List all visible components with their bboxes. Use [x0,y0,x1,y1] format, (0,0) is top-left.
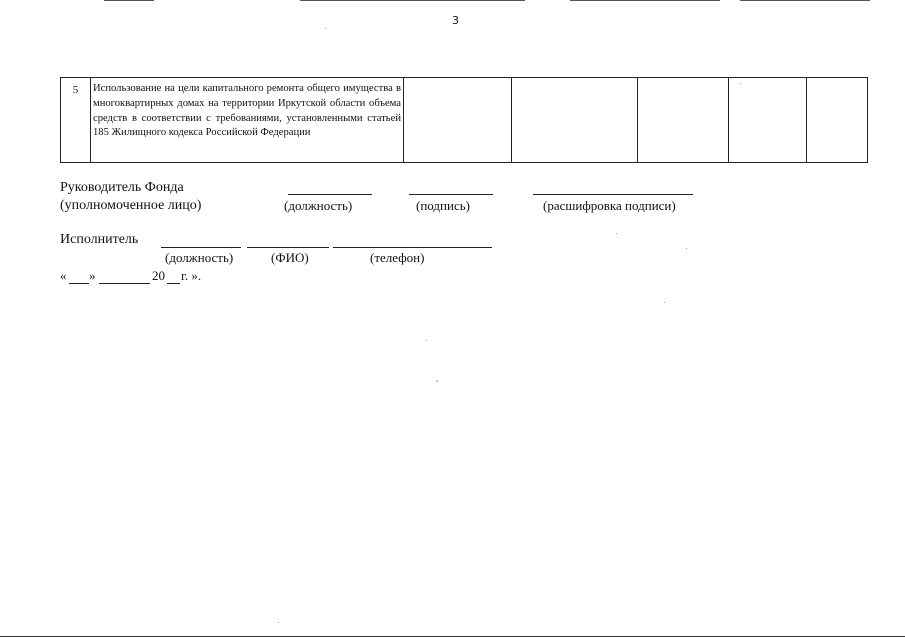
executor-name-line [247,247,329,248]
date-year-suffix: г. ». [181,268,202,283]
date-day-line [69,283,89,284]
date-year-line [167,283,180,284]
scan-artifact-top-line [104,0,154,1]
head-position-label: (должность) [284,198,353,213]
head-subtitle: (уполномоченное лицо) [60,198,202,213]
table-cell [512,78,638,163]
scan-speck [686,248,687,249]
scan-artifact-bottom-line [0,636,905,637]
head-title: Руководитель Фонда [60,180,184,195]
row-number: 5 [61,78,91,163]
table-cell [729,78,807,163]
date-year-prefix: 20 [152,268,165,283]
head-position-line [288,194,372,195]
executor-position-label: (должность) [165,250,234,265]
executor-name-label: (ФИО) [271,250,309,265]
scan-speck [664,302,665,303]
scan-speck [426,340,427,341]
page-number: 3 [452,14,459,27]
table-cell [807,78,868,163]
executor-phone-line [333,247,492,248]
scan-speck [616,233,617,234]
scan-artifact-top-line [740,0,870,1]
executor-position-line [161,247,241,248]
scan-speck [740,83,741,84]
table-cell [404,78,512,163]
head-decoding-line [533,194,693,195]
date-close-quote: » [89,268,96,283]
scan-artifact-top-line [300,0,525,1]
scan-artifact-top-line [570,0,720,1]
date-month-line [99,283,150,284]
head-signature-line [409,194,493,195]
report-table [60,77,868,163]
row-description: Использование на цели капитального ремонта общего имущества в многоквартирных домах на территории Иркутской области объема средств в соответствии с требованиями, установленными статьей 185 Жилищного кодекса Российской Федерации [91,78,404,163]
table-cell [638,78,729,163]
executor-phone-label: (телефон) [370,250,425,265]
scan-speck [278,622,279,623]
scan-speck [437,381,438,382]
head-decoding-label: (расшифровка подписи) [543,198,676,213]
scan-speck [325,28,326,29]
head-signature-label: (подпись) [416,198,470,213]
table-row [61,78,868,163]
date-open-quote: « [60,268,67,283]
executor-title: Исполнитель [60,232,139,247]
